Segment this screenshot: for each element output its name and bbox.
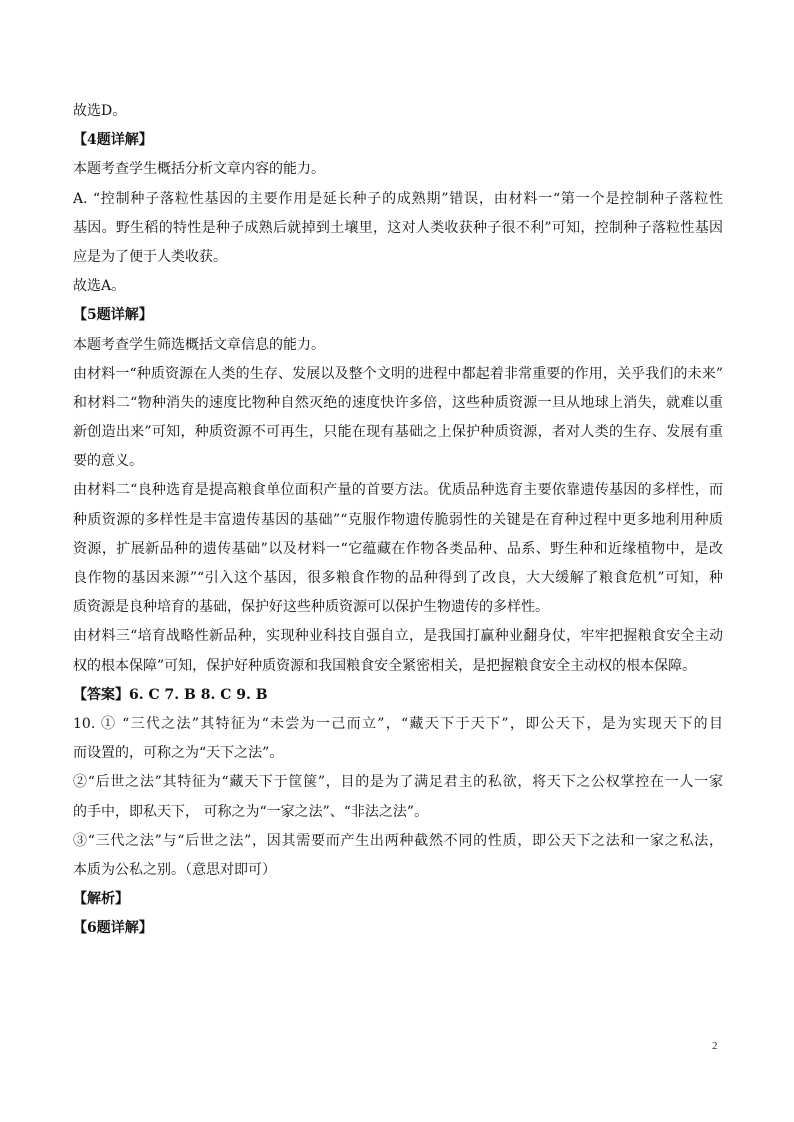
text-line: 故选A。 [73,278,126,295]
section-heading-analysis: 【解析】 [73,891,129,908]
text-line: 种质资源的多样性是丰富遗传基因的基础”“克服作物遗传脆弱性的关键是在育种过程中更多地利用种质 [73,511,723,528]
text-line: 应是为了便于人类收获。 [73,248,227,265]
section-heading-5: 【5题详解】 [73,307,153,324]
text-line: 要的意义。 [73,453,143,470]
document-body [73,97,723,943]
text-line: 权的根本保障”可知，保护好种质资源和我国粮食安全紧密相关，是把握粮食安全主动权的根本保障。 [73,657,697,674]
text-line: 资源，扩展新品种的遗传基础”以及材料一“它蕴藏在作物各类品种、品系、野生种和近缘植物中，是改 [73,540,723,557]
text-line: 而设置的，可称之为“天下之法”。 [73,745,284,762]
text-line: 由材料三“培育战略性新品种，实现种业科技自强自立，是我国打赢种业翻身仗，牢牢把握粮食安全主动 [73,628,723,645]
text-line: 良作物的基因来源”“引入这个基因，很多粮食作物的品种得到了改良，大大缓解了粮食危机”可知，种 [73,570,723,586]
text-line: 由材料一“种质资源在人类的生存、发展以及整个文明的进程中都起着非常重要的作用，关乎我们的未来” [73,365,723,382]
text-line: 新创造出来”可知，种质资源不可再生，只能在现有基础之上保护种质资源，者对人类的生存、发展有重 [73,424,723,441]
text-line: 基因。野生稻的特性是种子成熟后就掉到土壤里，这对人类收获种子很不利”可知，控制种子落粒性基因 [73,219,723,236]
page-number: 2 [712,1040,718,1052]
section-heading-6: 【6题详解】 [73,920,153,937]
text-line: A. “控制种子落粒性基因的主要作用是延长种子的成熟期”错误，由材料一“第一个是控制种子落粒性 [73,190,723,207]
text-line: 的手中，即私天下， 可称之为“一家之法”、“非法之法”。 [73,803,429,820]
text-line: ②“后世之法”其特征为“藏天下于筐箧”，目的是为了满足君主的私欲，将天下之公权掌控在一人一家 [73,774,723,791]
text-line: 本题考查学生筛选概括文章信息的能力。 [73,336,325,353]
text-line: 由材料二“良种选育是提高粮食单位面积产量的首要方法。优质品种选育主要依靠遗传基因的多样性，而 [73,482,723,499]
answer-line: 【答案】6. C 7. B 8. C 9. B [73,686,268,703]
text-line: ③“三代之法”与“后世之法”，因其需要而产生出两种截然不同的性质，即公天下之法和一家之私法， [73,832,723,849]
section-heading-4: 【4题详解】 [73,132,153,149]
text-line: 本质为公私之别。（意思对即可） [73,861,276,878]
text-line: 和材料二“物种消失的速度比物种自然灭绝的速度快许多倍，这些种质资源一旦从地球上消失，就难以重 [73,394,723,411]
text-line: 故选D。 [73,103,127,119]
text-line: 本题考查学生概括分析文章内容的能力。 [73,161,325,178]
text-line: 10. ① “三代之法”其特征为“未尝为一己而立”，“藏天下于天下”，即公天下，是为实现天下的目 [73,715,723,732]
text-line: 质资源是良种培育的基础，保护好这些种质资源可以保护生物遗传的多样性。 [73,599,549,616]
